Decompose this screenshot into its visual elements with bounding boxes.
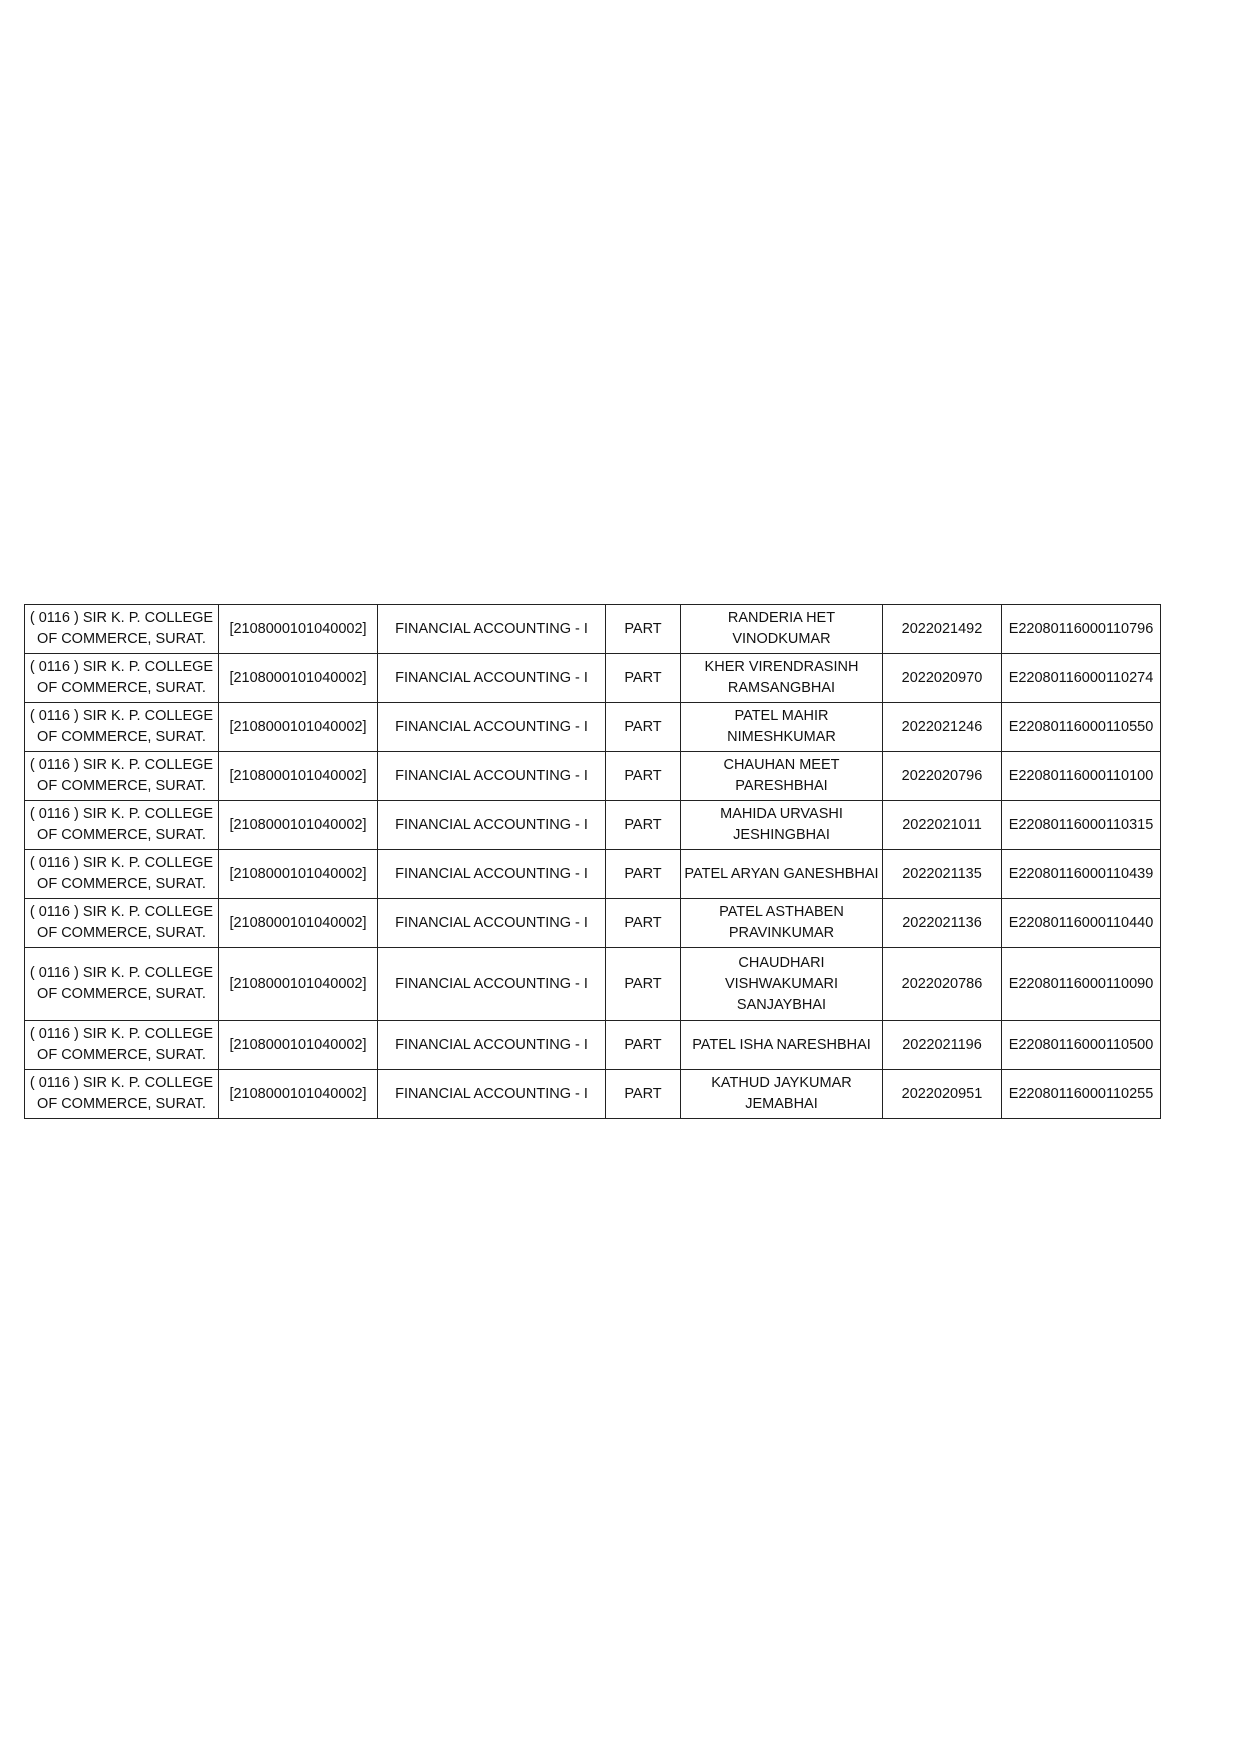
subject-code-cell: [2108000101040002] (219, 605, 378, 654)
part-cell: PART (606, 752, 681, 801)
subject-code-cell: [2108000101040002] (219, 654, 378, 703)
college-cell: ( 0116 ) SIR K. P. COLLEGE OF COMMERCE, SURAT. (25, 703, 219, 752)
table-row (25, 801, 1161, 850)
table-row (25, 850, 1161, 899)
student-name-cell: MAHIDA URVASHI JESHINGBHAI (681, 801, 883, 850)
table-row (25, 1070, 1161, 1119)
student-name-cell: PATEL ARYAN GANESHBHAI (681, 850, 883, 899)
enrollment-number-cell: E22080116000110500 (1002, 1021, 1161, 1070)
subject-code-cell: [2108000101040002] (219, 703, 378, 752)
student-name-cell: CHAUHAN MEET PARESHBHAI (681, 752, 883, 801)
student-name-cell: KATHUD JAYKUMAR JEMABHAI (681, 1070, 883, 1119)
table-row (25, 605, 1161, 654)
table-row (25, 752, 1161, 801)
seat-number-cell: 2022021136 (883, 899, 1002, 948)
enrollment-number-cell: E22080116000110255 (1002, 1070, 1161, 1119)
enrollment-number-cell: E22080116000110090 (1002, 948, 1161, 1021)
subject-code-cell: [2108000101040002] (219, 899, 378, 948)
college-cell: ( 0116 ) SIR K. P. COLLEGE OF COMMERCE, SURAT. (25, 948, 219, 1021)
seat-number-cell: 2022021011 (883, 801, 1002, 850)
seat-number-cell: 2022020796 (883, 752, 1002, 801)
subject-code-cell: [2108000101040002] (219, 1070, 378, 1119)
results-table (24, 604, 1161, 1119)
part-cell: PART (606, 1021, 681, 1070)
table-row (25, 703, 1161, 752)
student-name-cell: PATEL ISHA NARESHBHAI (681, 1021, 883, 1070)
student-name-cell: PATEL ASTHABEN PRAVINKUMAR (681, 899, 883, 948)
subject-name-cell: FINANCIAL ACCOUNTING - I (378, 850, 606, 899)
seat-number-cell: 2022020786 (883, 948, 1002, 1021)
enrollment-number-cell: E22080116000110100 (1002, 752, 1161, 801)
student-name-cell: KHER VIRENDRASINH RAMSANGBHAI (681, 654, 883, 703)
college-cell: ( 0116 ) SIR K. P. COLLEGE OF COMMERCE, SURAT. (25, 752, 219, 801)
seat-number-cell: 2022020951 (883, 1070, 1002, 1119)
seat-number-cell: 2022021492 (883, 605, 1002, 654)
subject-name-cell: FINANCIAL ACCOUNTING - I (378, 1021, 606, 1070)
college-cell: ( 0116 ) SIR K. P. COLLEGE OF COMMERCE, SURAT. (25, 654, 219, 703)
enrollment-number-cell: E22080116000110440 (1002, 899, 1161, 948)
subject-name-cell: FINANCIAL ACCOUNTING - I (378, 948, 606, 1021)
part-cell: PART (606, 654, 681, 703)
part-cell: PART (606, 801, 681, 850)
college-cell: ( 0116 ) SIR K. P. COLLEGE OF COMMERCE, SURAT. (25, 899, 219, 948)
subject-name-cell: FINANCIAL ACCOUNTING - I (378, 1070, 606, 1119)
college-cell: ( 0116 ) SIR K. P. COLLEGE OF COMMERCE, SURAT. (25, 801, 219, 850)
subject-name-cell: FINANCIAL ACCOUNTING - I (378, 801, 606, 850)
college-cell: ( 0116 ) SIR K. P. COLLEGE OF COMMERCE, SURAT. (25, 1021, 219, 1070)
enrollment-number-cell: E22080116000110796 (1002, 605, 1161, 654)
seat-number-cell: 2022020970 (883, 654, 1002, 703)
seat-number-cell: 2022021196 (883, 1021, 1002, 1070)
table-row (25, 1021, 1161, 1070)
subject-name-cell: FINANCIAL ACCOUNTING - I (378, 752, 606, 801)
seat-number-cell: 2022021135 (883, 850, 1002, 899)
enrollment-number-cell: E22080116000110315 (1002, 801, 1161, 850)
student-name-cell: CHAUDHARI VISHWAKUMARI SANJAYBHAI (681, 948, 883, 1021)
table-row (25, 899, 1161, 948)
subject-name-cell: FINANCIAL ACCOUNTING - I (378, 703, 606, 752)
subject-name-cell: FINANCIAL ACCOUNTING - I (378, 899, 606, 948)
college-cell: ( 0116 ) SIR K. P. COLLEGE OF COMMERCE, SURAT. (25, 605, 219, 654)
part-cell: PART (606, 850, 681, 899)
subject-name-cell: FINANCIAL ACCOUNTING - I (378, 605, 606, 654)
enrollment-number-cell: E22080116000110439 (1002, 850, 1161, 899)
subject-code-cell: [2108000101040002] (219, 752, 378, 801)
results-table-body (25, 605, 1161, 1119)
student-name-cell: RANDERIA HET VINODKUMAR (681, 605, 883, 654)
part-cell: PART (606, 703, 681, 752)
subject-name-cell: FINANCIAL ACCOUNTING - I (378, 654, 606, 703)
college-cell: ( 0116 ) SIR K. P. COLLEGE OF COMMERCE, SURAT. (25, 1070, 219, 1119)
subject-code-cell: [2108000101040002] (219, 948, 378, 1021)
table-row (25, 948, 1161, 1021)
part-cell: PART (606, 899, 681, 948)
seat-number-cell: 2022021246 (883, 703, 1002, 752)
part-cell: PART (606, 605, 681, 654)
enrollment-number-cell: E22080116000110550 (1002, 703, 1161, 752)
part-cell: PART (606, 1070, 681, 1119)
table-row (25, 654, 1161, 703)
college-cell: ( 0116 ) SIR K. P. COLLEGE OF COMMERCE, SURAT. (25, 850, 219, 899)
student-name-cell: PATEL MAHIR NIMESHKUMAR (681, 703, 883, 752)
subject-code-cell: [2108000101040002] (219, 801, 378, 850)
part-cell: PART (606, 948, 681, 1021)
subject-code-cell: [2108000101040002] (219, 850, 378, 899)
subject-code-cell: [2108000101040002] (219, 1021, 378, 1070)
enrollment-number-cell: E22080116000110274 (1002, 654, 1161, 703)
